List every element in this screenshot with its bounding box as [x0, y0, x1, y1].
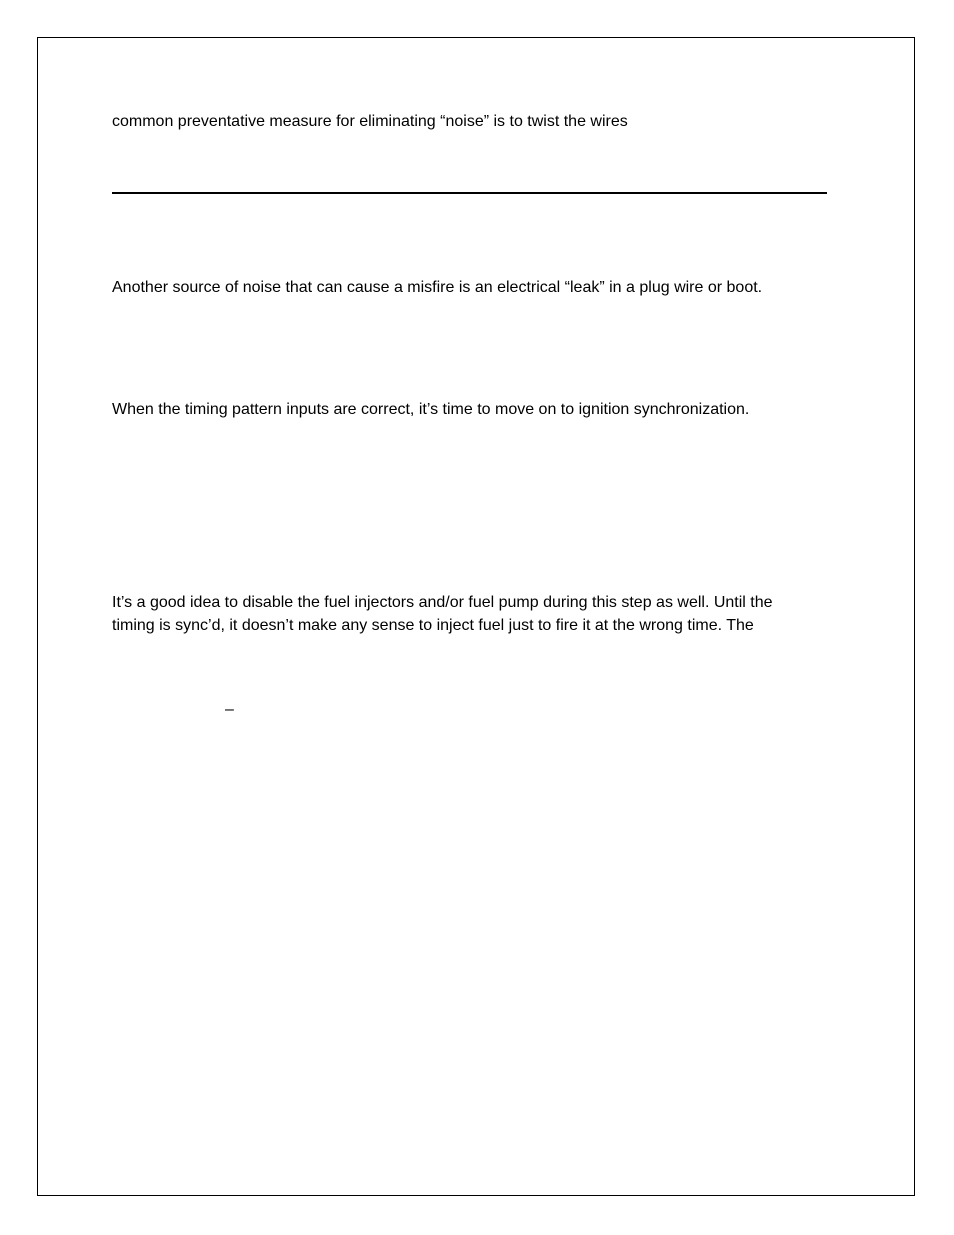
- paragraph-twist-wires: common preventative measure for eliminating “noise” is to twist the wires: [112, 113, 628, 130]
- paragraph-disable-injectors-line-1: It’s a good idea to disable the fuel injectors and/or fuel pump during this step as well. Until the: [112, 594, 773, 611]
- horizontal-rule: [112, 192, 827, 194]
- paragraph-disable-injectors-line-2: timing is sync’d, it doesn’t make any sense to inject fuel just to fire it at the wrong time. The: [112, 617, 754, 634]
- dash-mark: –: [225, 701, 234, 718]
- paragraph-electrical-leak: Another source of noise that can cause a misfire is an electrical “leak” in a plug wire or boot.: [112, 279, 763, 296]
- paragraph-ignition-sync: When the timing pattern inputs are correct, it’s time to move on to ignition synchronization.: [112, 401, 750, 418]
